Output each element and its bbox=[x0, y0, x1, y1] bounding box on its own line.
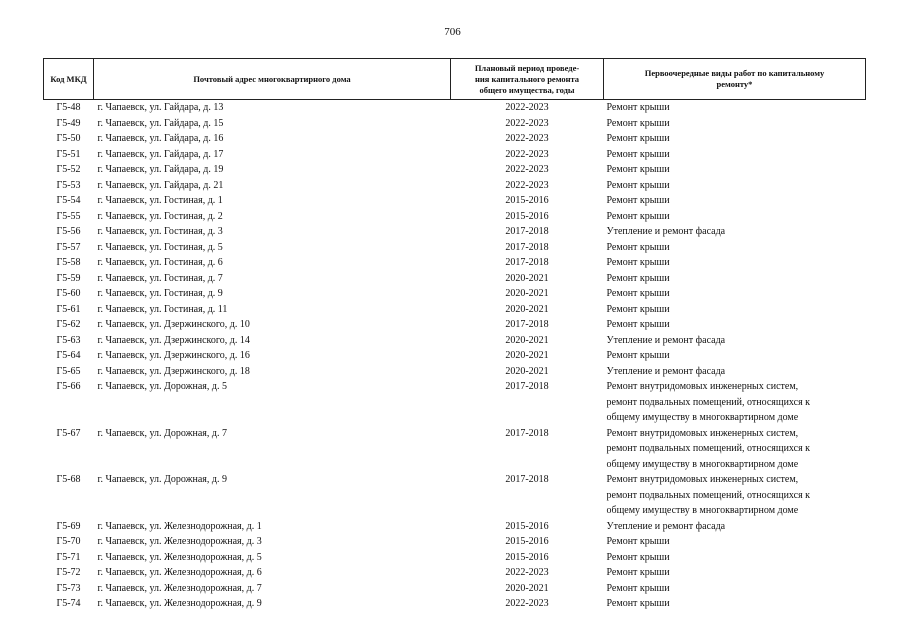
address-cell: г. Чапаевск, ул. Железнодорожная, д. 1 bbox=[97, 520, 262, 532]
page-number: 706 bbox=[444, 26, 461, 38]
code-cell: Г5-67 bbox=[56, 427, 81, 439]
address-cell: г. Чапаевск, ул. Гайдара, д. 17 bbox=[97, 148, 224, 160]
table-row bbox=[44, 596, 866, 612]
period-cell: 2020-2021 bbox=[505, 272, 549, 284]
table-row bbox=[44, 100, 866, 116]
address-cell: г. Чапаевск, ул. Железнодорожная, д. 3 bbox=[97, 536, 262, 547]
work-line: Ремонт крыши bbox=[606, 133, 670, 144]
work-line: Ремонт крыши bbox=[606, 303, 670, 315]
work-cell bbox=[604, 550, 866, 566]
address-cell: г. Чапаевск, ул. Гостиная, д. 11 bbox=[97, 303, 228, 315]
period-cell: 2022-2023 bbox=[505, 148, 549, 160]
header-period-line: ния капитального ремонта bbox=[474, 73, 580, 84]
work-cell bbox=[604, 333, 866, 349]
work-cell bbox=[604, 147, 866, 163]
period-cell: 2022-2023 bbox=[505, 117, 549, 129]
work-line: Ремонт крыши bbox=[606, 536, 670, 547]
code-cell: Г5-68 bbox=[56, 474, 81, 485]
table-row bbox=[44, 317, 866, 333]
table-row bbox=[44, 379, 866, 426]
code-cell: Г5-54 bbox=[56, 195, 81, 206]
address-cell: г. Чапаевск, ул. Гостиная, д. 9 bbox=[97, 288, 223, 299]
table-body bbox=[44, 100, 866, 612]
work-line: общему имуществу в многоквартирном доме bbox=[606, 505, 799, 516]
period-cell: 2015-2016 bbox=[505, 520, 549, 532]
table-row bbox=[44, 255, 866, 271]
table-row bbox=[44, 131, 866, 147]
header-works-line: Первоочередные виды работ по капитальному bbox=[644, 68, 825, 78]
address-cell: г. Чапаевск, ул. Гостиная, д. 5 bbox=[97, 241, 223, 253]
work-line: Ремонт внутридомовых инженерных систем, bbox=[606, 381, 799, 392]
period-cell: 2020-2021 bbox=[505, 350, 549, 361]
work-cell bbox=[604, 193, 866, 209]
work-cell bbox=[604, 426, 866, 473]
work-line: Утепление и ремонт фасада bbox=[606, 365, 726, 377]
address-cell: г. Чапаевск, ул. Гайдара, д. 13 bbox=[97, 102, 224, 113]
code-cell: Г5-50 bbox=[56, 133, 81, 144]
period-cell: 2017-2018 bbox=[505, 226, 549, 237]
table-row bbox=[44, 240, 866, 256]
work-cell bbox=[604, 178, 866, 194]
table-row bbox=[44, 286, 866, 302]
work-line: Ремонт крыши bbox=[606, 257, 670, 268]
address-cell: г. Чапаевск, ул. Гостиная, д. 1 bbox=[97, 195, 223, 206]
code-cell: Г5-73 bbox=[56, 582, 81, 594]
address-cell: г. Чапаевск, ул. Гайдара, д. 21 bbox=[97, 179, 224, 191]
address-cell: г. Чапаевск, ул. Гостиная, д. 7 bbox=[97, 272, 223, 284]
work-line: Утепление и ремонт фасада bbox=[606, 520, 726, 532]
period-cell: 2017-2018 bbox=[505, 257, 549, 268]
address-cell: г. Чапаевск, ул. Железнодорожная, д. 9 bbox=[97, 598, 262, 609]
period-cell: 2015-2016 bbox=[505, 551, 549, 563]
work-cell bbox=[604, 364, 866, 380]
work-cell bbox=[604, 317, 866, 333]
address-cell: г. Чапаевск, ул. Железнодорожная, д. 6 bbox=[97, 567, 262, 578]
work-line: Ремонт крыши bbox=[606, 582, 670, 594]
period-cell: 2017-2018 bbox=[505, 427, 549, 439]
table-row bbox=[44, 162, 866, 178]
work-line: Ремонт крыши bbox=[606, 319, 670, 330]
table-row bbox=[44, 550, 866, 566]
work-cell bbox=[604, 534, 866, 550]
table-row bbox=[44, 519, 866, 535]
work-line: общему имуществу в многоквартирном доме bbox=[606, 458, 799, 470]
period-cell: 2017-2018 bbox=[505, 474, 549, 485]
work-line: Ремонт внутридомовых инженерных систем, bbox=[606, 427, 799, 439]
work-line: Ремонт крыши bbox=[606, 567, 670, 578]
code-cell: Г5-52 bbox=[56, 164, 81, 175]
period-cell: 2015-2016 bbox=[505, 210, 549, 222]
work-cell bbox=[604, 255, 866, 271]
table-row bbox=[44, 209, 866, 225]
code-cell: Г5-65 bbox=[56, 365, 81, 377]
address-cell: г. Чапаевск, ул. Дзержинского, д. 18 bbox=[97, 365, 250, 377]
table-row bbox=[44, 534, 866, 550]
address-cell: г. Чапаевск, ул. Гостиная, д. 2 bbox=[97, 210, 223, 222]
work-cell bbox=[604, 224, 866, 240]
work-cell bbox=[604, 286, 866, 302]
table-row bbox=[44, 472, 866, 519]
period-cell: 2022-2023 bbox=[505, 179, 549, 191]
work-cell bbox=[604, 162, 866, 178]
header-works-line: ремонту* bbox=[716, 79, 753, 89]
work-line: Ремонт крыши bbox=[606, 241, 670, 253]
repair-schedule-table bbox=[43, 58, 866, 612]
work-line: Утепление и ремонт фасада bbox=[606, 334, 726, 346]
period-cell: 2020-2021 bbox=[505, 288, 549, 299]
table-row bbox=[44, 147, 866, 163]
address-cell: г. Чапаевск, ул. Дорожная, д. 9 bbox=[97, 474, 227, 485]
address-cell: г. Чапаевск, ул. Гостиная, д. 6 bbox=[97, 257, 223, 268]
work-line: Ремонт внутридомовых инженерных систем, bbox=[606, 474, 799, 485]
header-period bbox=[451, 59, 604, 100]
period-cell: 2022-2023 bbox=[505, 567, 549, 578]
work-line: ремонт подвальных помещений, относящихся к bbox=[606, 489, 811, 501]
address-cell: г. Чапаевск, ул. Гайдара, д. 16 bbox=[97, 133, 224, 144]
address-cell: г. Чапаевск, ул. Дорожная, д. 7 bbox=[97, 427, 227, 439]
work-cell bbox=[604, 271, 866, 287]
header-period-line: общего имущества, годы bbox=[479, 84, 575, 95]
work-line: Ремонт крыши bbox=[606, 551, 670, 563]
work-line: ремонт подвальных помещений, относящихся к bbox=[606, 396, 811, 408]
work-line: Ремонт крыши bbox=[606, 179, 670, 191]
work-line: Ремонт крыши bbox=[606, 195, 670, 206]
code-cell: Г5-71 bbox=[56, 551, 81, 563]
work-line: Ремонт крыши bbox=[606, 117, 670, 129]
work-cell bbox=[604, 581, 866, 597]
code-cell: Г5-49 bbox=[56, 117, 81, 129]
work-line: ремонт подвальных помещений, относящихся к bbox=[606, 443, 811, 454]
code-cell: Г5-72 bbox=[56, 567, 81, 578]
table-row bbox=[44, 116, 866, 132]
code-cell: Г5-51 bbox=[56, 148, 81, 160]
work-line: Ремонт крыши bbox=[606, 272, 670, 284]
header-address: Почтовый адрес многоквартирного дома bbox=[94, 59, 451, 100]
work-cell bbox=[604, 519, 866, 535]
period-cell: 2015-2016 bbox=[505, 195, 549, 206]
work-cell bbox=[604, 472, 866, 519]
address-cell: г. Чапаевск, ул. Железнодорожная, д. 7 bbox=[97, 582, 262, 594]
work-line: Утепление и ремонт фасада bbox=[606, 226, 726, 237]
code-cell: Г5-66 bbox=[56, 381, 81, 392]
address-cell: г. Чапаевск, ул. Гайдара, д. 15 bbox=[97, 117, 224, 129]
header-works bbox=[604, 59, 866, 100]
work-cell bbox=[604, 209, 866, 225]
code-cell: Г5-60 bbox=[56, 288, 81, 299]
code-cell: Г5-58 bbox=[56, 257, 81, 268]
work-cell bbox=[604, 100, 866, 116]
code-cell: Г5-61 bbox=[56, 303, 81, 315]
work-line: общему имуществу в многоквартирном доме bbox=[606, 412, 799, 423]
code-cell: Г5-48 bbox=[56, 102, 81, 113]
period-cell: 2020-2021 bbox=[505, 303, 549, 315]
code-cell: Г5-69 bbox=[56, 520, 81, 532]
address-cell: г. Чапаевск, ул. Дзержинского, д. 10 bbox=[97, 319, 250, 330]
work-cell bbox=[604, 596, 866, 612]
code-cell: Г5-70 bbox=[56, 536, 81, 547]
period-cell: 2022-2023 bbox=[505, 164, 549, 175]
address-cell: г. Чапаевск, ул. Гайдара, д. 19 bbox=[97, 164, 224, 175]
period-cell: 2022-2023 bbox=[505, 598, 549, 609]
period-cell: 2022-2023 bbox=[505, 133, 549, 144]
work-cell bbox=[604, 565, 866, 581]
table-row bbox=[44, 426, 866, 473]
table-row bbox=[44, 333, 866, 349]
header-period-line: Плановый период проведе- bbox=[474, 62, 580, 73]
code-cell: Г5-57 bbox=[56, 241, 81, 253]
work-line: Ремонт крыши bbox=[606, 102, 670, 113]
table-header-row bbox=[44, 59, 866, 100]
table-row bbox=[44, 581, 866, 597]
table-row bbox=[44, 364, 866, 380]
table-row bbox=[44, 302, 866, 318]
code-cell: Г5-62 bbox=[56, 319, 81, 330]
code-cell: Г5-59 bbox=[56, 272, 81, 284]
work-cell bbox=[604, 348, 866, 364]
table-row bbox=[44, 193, 866, 209]
address-cell: г. Чапаевск, ул. Дзержинского, д. 16 bbox=[97, 350, 250, 361]
code-cell: Г5-56 bbox=[56, 226, 81, 237]
table-row bbox=[44, 271, 866, 287]
work-line: Ремонт крыши bbox=[606, 598, 670, 609]
table-row bbox=[44, 565, 866, 581]
period-cell: 2017-2018 bbox=[505, 381, 549, 392]
period-cell: 2017-2018 bbox=[505, 241, 549, 253]
period-cell: 2022-2023 bbox=[505, 102, 549, 113]
address-cell: г. Чапаевск, ул. Железнодорожная, д. 5 bbox=[97, 551, 262, 563]
table-row bbox=[44, 224, 866, 240]
table-row bbox=[44, 178, 866, 194]
work-line: Ремонт крыши bbox=[606, 350, 670, 361]
code-cell: Г5-63 bbox=[56, 334, 81, 346]
work-line: Ремонт крыши bbox=[606, 164, 670, 175]
work-cell bbox=[604, 131, 866, 147]
period-cell: 2015-2016 bbox=[505, 536, 549, 547]
code-cell: Г5-55 bbox=[56, 210, 81, 222]
period-cell: 2020-2021 bbox=[505, 365, 549, 377]
code-cell: Г5-64 bbox=[56, 350, 81, 361]
address-cell: г. Чапаевск, ул. Гостиная, д. 3 bbox=[97, 226, 223, 237]
work-line: Ремонт крыши bbox=[606, 210, 670, 222]
work-cell bbox=[604, 240, 866, 256]
work-cell bbox=[604, 302, 866, 318]
code-cell: Г5-53 bbox=[56, 179, 81, 191]
address-cell: г. Чапаевск, ул. Дорожная, д. 5 bbox=[97, 381, 227, 392]
period-cell: 2020-2021 bbox=[505, 582, 549, 594]
work-line: Ремонт крыши bbox=[606, 148, 670, 160]
work-cell bbox=[604, 379, 866, 426]
header-code: Код МКД bbox=[44, 59, 94, 100]
code-cell: Г5-74 bbox=[56, 598, 81, 609]
work-cell bbox=[604, 116, 866, 132]
table-row bbox=[44, 348, 866, 364]
work-line: Ремонт крыши bbox=[606, 288, 670, 299]
period-cell: 2017-2018 bbox=[505, 319, 549, 330]
period-cell: 2020-2021 bbox=[505, 334, 549, 346]
address-cell: г. Чапаевск, ул. Дзержинского, д. 14 bbox=[97, 334, 250, 346]
